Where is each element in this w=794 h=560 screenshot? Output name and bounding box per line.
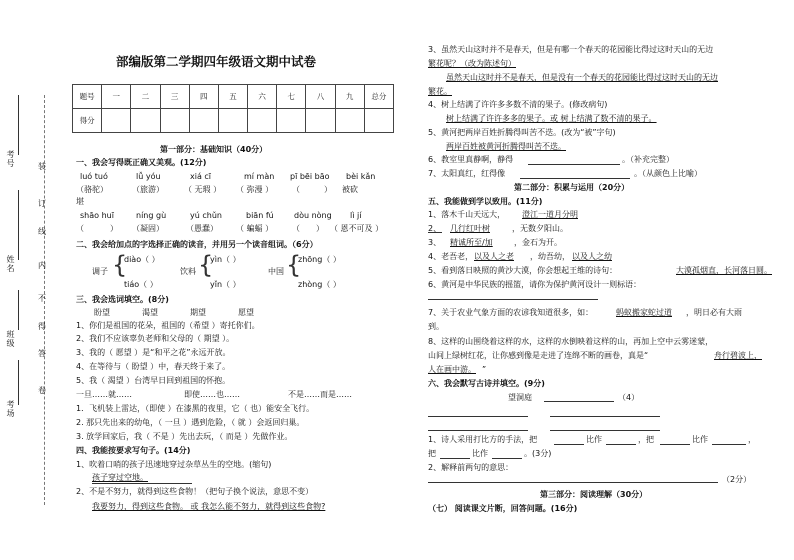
blank-line[interactable] — [544, 401, 614, 402]
score-cell[interactable] — [189, 109, 218, 133]
poem-q1: 比作 — [692, 435, 708, 444]
fill: ，明日必有大雨 — [686, 308, 742, 317]
fill: 到。 — [428, 322, 444, 331]
blank-line[interactable] — [440, 458, 470, 459]
score-cell[interactable] — [248, 109, 277, 133]
sentence: 繁花呢？（改为陈述句） — [428, 59, 516, 68]
q5-heading: 五、我能做到学以致用。(11分) — [428, 197, 543, 206]
blank-line[interactable] — [428, 416, 528, 417]
q4-sentence: 2、不是不努力，就得到这些食物！（把句子换个说法，意思不变） — [76, 487, 314, 496]
pinyin: mí màn — [244, 172, 275, 181]
fill: 1、落木千山天远大， — [428, 210, 506, 219]
blank-line[interactable] — [428, 299, 598, 300]
score-table — [72, 84, 394, 133]
bind-char: 卷 — [38, 386, 46, 395]
blank-line[interactable] — [528, 164, 620, 165]
score-header-cell: 七 — [277, 85, 306, 109]
poem-q1: 把 — [428, 449, 436, 458]
fill: 4、老吾老， — [428, 252, 474, 261]
bind-char: 内 — [38, 261, 46, 270]
class-line — [18, 290, 19, 330]
name-line — [18, 190, 19, 260]
word: 调子 — [92, 267, 108, 276]
sentence: 3、虽然天山这时并不是春天，但是有哪一个春天的花园能比得过这时天山的无边 — [428, 45, 714, 54]
score-header-cell: 三 — [160, 85, 189, 109]
option: 期望 — [190, 308, 206, 317]
q4-answer: 我要努力，得到这些食物。 或 我怎么能不努力，就得到这些食物? — [92, 502, 326, 511]
fill-answer: 精诚所至/加 — [450, 238, 493, 247]
fill-answer: 舟行碧波上， — [714, 351, 762, 360]
fill: ，金石为开。 — [514, 238, 562, 247]
score-header-cell: 五 — [218, 85, 247, 109]
answer: （ — [292, 224, 300, 233]
blank-line[interactable] — [550, 430, 660, 431]
poem-q1: 比作 — [472, 449, 488, 458]
pinyin: bèi kǎn — [346, 172, 376, 181]
blank-line[interactable] — [550, 416, 660, 417]
pinyin: shāo huī — [80, 211, 114, 220]
pinyin: biān fú — [246, 211, 274, 220]
q6-heading: 六、我会默写古诗并填空。(9分) — [428, 379, 545, 388]
q4-sentence: 1、吹着口哨的孩子迅速地穿过杂草丛生的空地。(缩句) — [76, 460, 272, 469]
sentence: 5、黄河把两岸百姓折腾得叫苦不迭。(改为“被”字句) — [428, 128, 616, 137]
answer: ） — [110, 224, 118, 233]
sentence: 。（从颜色上比喻） — [634, 169, 702, 178]
q3-heading: 三、我会选词填空。(8分) — [76, 295, 169, 304]
brace-icon: { — [198, 251, 214, 279]
bind-char: 线 — [38, 227, 46, 236]
fill: 6、黄河是中华民族的摇篮，请你为保护黄河设计一则标语： — [428, 280, 642, 289]
bind-char: 不 — [38, 294, 46, 303]
fill-answer: 以及人之老 — [474, 252, 514, 261]
bind-char: 订 — [38, 199, 46, 208]
pinyin: luó tuó — [80, 172, 108, 181]
right-column — [422, 0, 782, 560]
answer: （ — [292, 185, 300, 194]
answer-line — [92, 483, 192, 484]
score-header-cell: 九 — [335, 85, 364, 109]
blank-line[interactable] — [660, 444, 690, 445]
fill-answer: 大漠孤烟直，长河落日圆。 — [676, 266, 772, 275]
poem-q2: 2、解释前两句的意思： — [428, 463, 514, 472]
reading: tiáo（ ） — [124, 280, 158, 289]
q4-heading: 四、我能按要求写句子。(14分) — [76, 446, 191, 455]
reading: zhòng（ ） — [298, 280, 341, 289]
fill-answer: 以及人之幼 — [572, 252, 612, 261]
answer: （愚蠢） — [186, 224, 218, 233]
blank-line[interactable] — [554, 444, 584, 445]
sentence: 4、树上结满了许许多多数不清的果子。(修改病句) — [428, 100, 608, 109]
venue-label: 考场 — [6, 400, 15, 418]
answer: （ — [76, 224, 84, 233]
class-label: 班级 — [6, 330, 15, 348]
answer: 被砍 — [342, 185, 358, 194]
answer: （ 蝙蝠 ） — [236, 224, 274, 233]
answer: 虽然天山这时并不是春天，但是没有一个春天的花园能比得过这时天山的无边 — [446, 73, 718, 82]
reading: zhōng（ ） — [298, 255, 341, 264]
fill: 5、看到落日映照的黄沙大漠，你会想起王维的诗句： — [428, 266, 618, 275]
fill: ，无数夕阳山。 — [512, 224, 568, 233]
score-header-cell: 一 — [102, 85, 131, 109]
part2-header: 第二部分：积累与运用（20分） — [514, 183, 630, 192]
sentence: 。（补充完整） — [622, 155, 674, 164]
score-cell[interactable] — [364, 109, 393, 133]
binding-margin — [0, 0, 70, 560]
fill-answer: 几行红叶树 — [450, 224, 490, 233]
fill: 山间上绿树红花，让你感到像是走进了连绵不断的画卷，真是“ — [428, 351, 649, 360]
left-column — [72, 0, 394, 560]
q1-heading: 一、我会写得既正确又美观。(12分) — [76, 158, 207, 167]
fill: 7、关于农业气象方面的农谚我知道很多，如： — [428, 308, 594, 317]
sentence: 7、太阳真红，红得像 — [428, 169, 506, 178]
bind-char: 得 — [38, 322, 46, 331]
venue-line — [18, 360, 19, 405]
fill: ” — [482, 365, 487, 374]
q3-line: 2. 那只先出来的幼龟，（ 一旦 ）遇到危险，（ 就 ）会返回归巢。 — [76, 418, 305, 427]
answer: 两岸百姓被黄河折腾得叫苦不迭。 — [446, 142, 566, 151]
score-cell[interactable] — [335, 109, 364, 133]
score-header-cell: 题号 — [73, 85, 102, 109]
fill-answer: 人在画中游。 — [428, 365, 476, 374]
score-header-cell: 六 — [248, 85, 277, 109]
q3-line: 2、我们不应该辜负老师和父母的（ 期望 ）。 — [76, 334, 235, 343]
pinyin: dòu nòng — [294, 211, 332, 220]
answer: ） — [316, 224, 324, 233]
pinyin: níng gù — [136, 211, 167, 220]
q7-heading: （七） 阅读课文片断，回答问题。(16分) — [428, 504, 578, 513]
fill-number: 2、 — [428, 224, 442, 233]
answer: （骆驼） — [76, 185, 108, 194]
exam-no-line — [18, 95, 19, 155]
poem-q1: 1、诗人采用打比方的手法，把 — [428, 435, 538, 444]
sentence: 6、教室里真静啊，静得 — [428, 155, 514, 164]
reading: diào（ ） — [124, 255, 160, 264]
blank-line[interactable] — [428, 482, 718, 483]
bind-char: 装 — [38, 162, 46, 171]
poem-q1: 比作 — [586, 435, 602, 444]
score-cell[interactable] — [306, 109, 335, 133]
part1-header: 第一部分：基础知识（40分） — [160, 145, 268, 154]
word: 饮料 — [180, 267, 196, 276]
q3-line: 1．飞机装上雷达，（即使 ）在漆黑的夜里，它（ 也）能安全飞行。 — [76, 404, 315, 413]
score-cell[interactable] — [102, 109, 131, 133]
q2-heading: 二、我会给加点的字选择正确的读音，并用另一个读音组词。（6分） — [76, 240, 318, 249]
fill-answer: 蚂蚁搬家蛇过道 — [616, 308, 672, 317]
connector: 一旦……就…… — [76, 390, 132, 399]
fill-number: 3、 — [428, 238, 442, 247]
score-header-cell: 四 — [189, 85, 218, 109]
q3-line: 3、我的（ 愿望 ）是“和平之花”永远开放。 — [76, 348, 231, 357]
poem-score: （4） — [618, 393, 640, 402]
q4-answer: 孩子穿过空地。 — [92, 473, 148, 482]
pinyin: xiá cī — [190, 172, 212, 181]
blank-line[interactable] — [492, 458, 522, 459]
score-cell[interactable] — [131, 109, 160, 133]
score-cell[interactable] — [218, 109, 247, 133]
score-header-cell: 总分 — [364, 85, 393, 109]
reading: yìn（ ） — [210, 255, 241, 264]
page-title: 部编版第二学期四年级语文期中试卷 — [116, 54, 317, 69]
blank-line[interactable] — [428, 430, 528, 431]
answer: （ 无瑕 ） — [184, 185, 222, 194]
answer: （凝固） — [132, 224, 164, 233]
poem-q2-score: （2分） — [722, 475, 752, 484]
option: 愿望 — [238, 308, 254, 317]
answer: 树上结满了许许多多的果子。或 树上结满了数不清的果子。 — [446, 114, 657, 123]
blank-line[interactable] — [712, 444, 746, 445]
reading: yǐn（ ） — [210, 280, 241, 289]
brace-icon: { — [112, 251, 128, 279]
q3-line: 3. 放学回家后，我（ 不是 ）先出去玩，（ 而是 ）先做作业。 — [76, 432, 293, 441]
score-header-cell: 二 — [131, 85, 160, 109]
score-cell[interactable] — [160, 109, 189, 133]
fill: ，幼吾幼， — [530, 252, 570, 261]
pinyin: yú chǔn — [190, 211, 222, 220]
pinyin: pī bēi bāo — [290, 172, 330, 181]
answer: （旅游） — [132, 185, 164, 194]
connector: 即使……也…… — [184, 390, 240, 399]
blank-line[interactable] — [606, 444, 636, 445]
connector: 不是……而是…… — [288, 390, 352, 399]
bind-char: 答 — [38, 349, 46, 358]
answer: （ 恩不可及 ） — [330, 224, 384, 233]
blank-line[interactable] — [520, 178, 630, 179]
answer-overflow: 堪 — [76, 197, 84, 206]
exam-no-label: 考号 — [6, 150, 15, 168]
option: 渴望 — [142, 308, 158, 317]
part3-header: 第三部分：阅读理解（30分） — [540, 490, 648, 499]
fill-answer: 澄江一道月分明 — [522, 210, 578, 219]
answer: 繁花。 — [428, 87, 452, 96]
pinyin: lì jí — [350, 211, 362, 220]
poem-title: 望洞庭 — [508, 393, 532, 402]
brace-icon: { — [286, 251, 302, 279]
poem-q1: ， — [748, 435, 756, 444]
name-label: 姓名 — [6, 255, 15, 273]
pinyin: lǚ yóu — [136, 172, 161, 181]
q3-line: 1、你们是祖国的花朵，祖国的（希望 ）寄托你们。 — [76, 321, 260, 330]
score-header-cell: 八 — [306, 85, 335, 109]
poem-q1: ，把 — [638, 435, 654, 444]
answer: ） — [324, 185, 332, 194]
q3-line: 5、我（ 渴望 ）台湾早日回到祖国的怀抱。 — [76, 376, 231, 385]
score-cell[interactable] — [277, 109, 306, 133]
option: 盼望 — [94, 308, 110, 317]
poem-q1: 。(3分) — [524, 449, 552, 458]
q3-line: 4、在等待与（ 盼望 ）中，春天终于来了。 — [76, 362, 231, 371]
score-row-label: 得分 — [73, 109, 102, 133]
word: 中国 — [268, 267, 284, 276]
answer: （ 弥漫 ） — [236, 185, 274, 194]
fill: 8、这样的山围绕着这样的水，这样的水倒映着这样的山，再加上空中云雾迷蒙， — [428, 337, 714, 346]
